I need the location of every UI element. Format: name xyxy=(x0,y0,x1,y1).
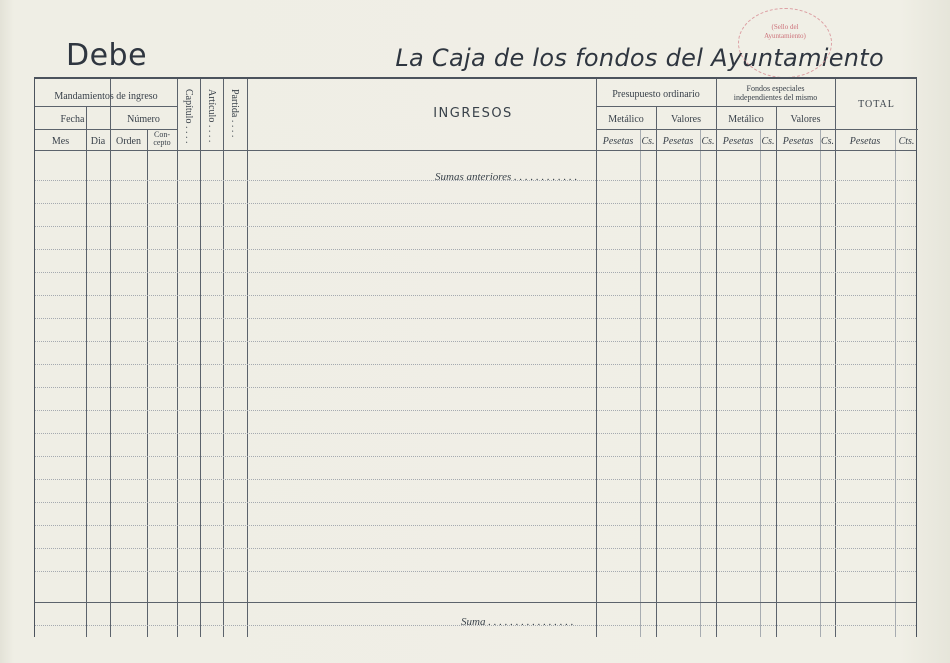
header-concepto-line1: Con- xyxy=(154,130,170,139)
header-cts-5: Cts. xyxy=(898,136,915,147)
header-metalico-1: Metálico xyxy=(608,114,644,125)
page-title: La Caja de los fondos del Ayuntamiento xyxy=(395,44,884,72)
ledger-table xyxy=(34,77,917,637)
ruled-line xyxy=(35,249,916,250)
header-line-budget xyxy=(596,106,835,107)
header-cs-2: Cs. xyxy=(701,136,715,147)
col-line-orden-concepto xyxy=(147,129,148,637)
header-capitulo: Capítulo . . . . xyxy=(183,89,194,144)
header-cs-3: Cs. xyxy=(761,136,775,147)
header-pesetas-5: Pesetas xyxy=(849,136,881,147)
col-line-cs3 xyxy=(760,129,761,637)
header-fecha: Fecha xyxy=(60,114,85,125)
header-ingresos: INGRESOS xyxy=(433,106,513,121)
col-line-cs1 xyxy=(640,129,641,637)
header-fondos-line2: independientes del mismo xyxy=(733,93,818,102)
ruled-line xyxy=(35,272,916,273)
header-valores-2: Valores xyxy=(790,114,821,125)
header-valores-1: Valores xyxy=(671,114,701,125)
debe-heading: Debe xyxy=(66,38,148,73)
ruled-line xyxy=(35,502,916,503)
ruled-line xyxy=(35,295,916,296)
col-line-partida xyxy=(223,79,224,637)
ruled-line xyxy=(35,387,916,388)
col-line-mes-dia xyxy=(86,106,87,637)
ruled-line xyxy=(35,479,916,480)
col-line-ingresos xyxy=(247,79,248,637)
header-metalico-2: Metálico xyxy=(728,114,764,125)
ruled-line xyxy=(35,456,916,457)
header-pesetas-3: Pesetas xyxy=(722,136,754,147)
ruled-line xyxy=(35,341,916,342)
header-concepto xyxy=(147,131,177,147)
header-orden: Orden xyxy=(116,136,141,147)
header-pesetas-4: Pesetas xyxy=(782,136,814,147)
col-line-valores2 xyxy=(776,106,777,637)
header-bottom-line xyxy=(35,150,916,151)
ruled-line xyxy=(35,571,916,572)
header-fondos-especiales xyxy=(716,84,835,102)
ruled-line xyxy=(35,525,916,526)
col-line-cs4 xyxy=(820,129,821,637)
seal-text-line2: Ayuntamiento) xyxy=(764,32,806,40)
header-line-metalico xyxy=(596,129,918,130)
header-numero: Número xyxy=(127,114,160,125)
ruled-line xyxy=(35,410,916,411)
col-line-fecha-numero xyxy=(110,79,111,637)
header-pesetas-2: Pesetas xyxy=(662,136,694,147)
header-mandamientos: Mandamientos de ingreso xyxy=(54,91,158,102)
sumas-anteriores-label: Sumas anteriores . . . . . . . . . . . . xyxy=(435,171,578,183)
ruled-line xyxy=(35,203,916,204)
header-line-mandamientos xyxy=(35,106,177,107)
col-line-capitulo xyxy=(177,79,178,637)
col-line-fondos xyxy=(716,79,717,637)
col-line-articulo xyxy=(200,79,201,637)
header-pesetas-1: Pesetas xyxy=(602,136,634,147)
suma-label: Suma . . . . . . . . . . . . . . . . xyxy=(461,616,574,628)
ruled-line xyxy=(35,433,916,434)
ruled-line xyxy=(35,318,916,319)
col-line-total xyxy=(835,79,836,637)
seal-text-line1: (Sello del xyxy=(771,23,799,31)
ruled-line xyxy=(35,548,916,549)
header-total: TOTAL xyxy=(858,99,895,110)
header-cs-4: Cs. xyxy=(820,136,835,147)
header-articulo: Artículo . . . . xyxy=(206,89,217,143)
municipal-seal-stamp xyxy=(738,8,832,78)
header-dia: Dia xyxy=(90,136,106,147)
header-concepto-line2: cepto xyxy=(153,138,171,147)
header-mes: Mes xyxy=(51,136,70,147)
header-cs-1: Cs. xyxy=(641,136,655,147)
header-presupuesto-ordinario: Presupuesto ordinario xyxy=(612,89,700,100)
col-line-cs2 xyxy=(700,129,701,637)
col-line-cts5 xyxy=(895,129,896,637)
col-line-valores1 xyxy=(656,106,657,637)
suma-line xyxy=(35,602,916,603)
col-line-presupuesto xyxy=(596,79,597,637)
header-fondos-line1: Fondos especiales xyxy=(746,84,805,93)
header-partida: Partida . . . . xyxy=(229,89,240,138)
ruled-line xyxy=(35,364,916,365)
ruled-line xyxy=(35,226,916,227)
